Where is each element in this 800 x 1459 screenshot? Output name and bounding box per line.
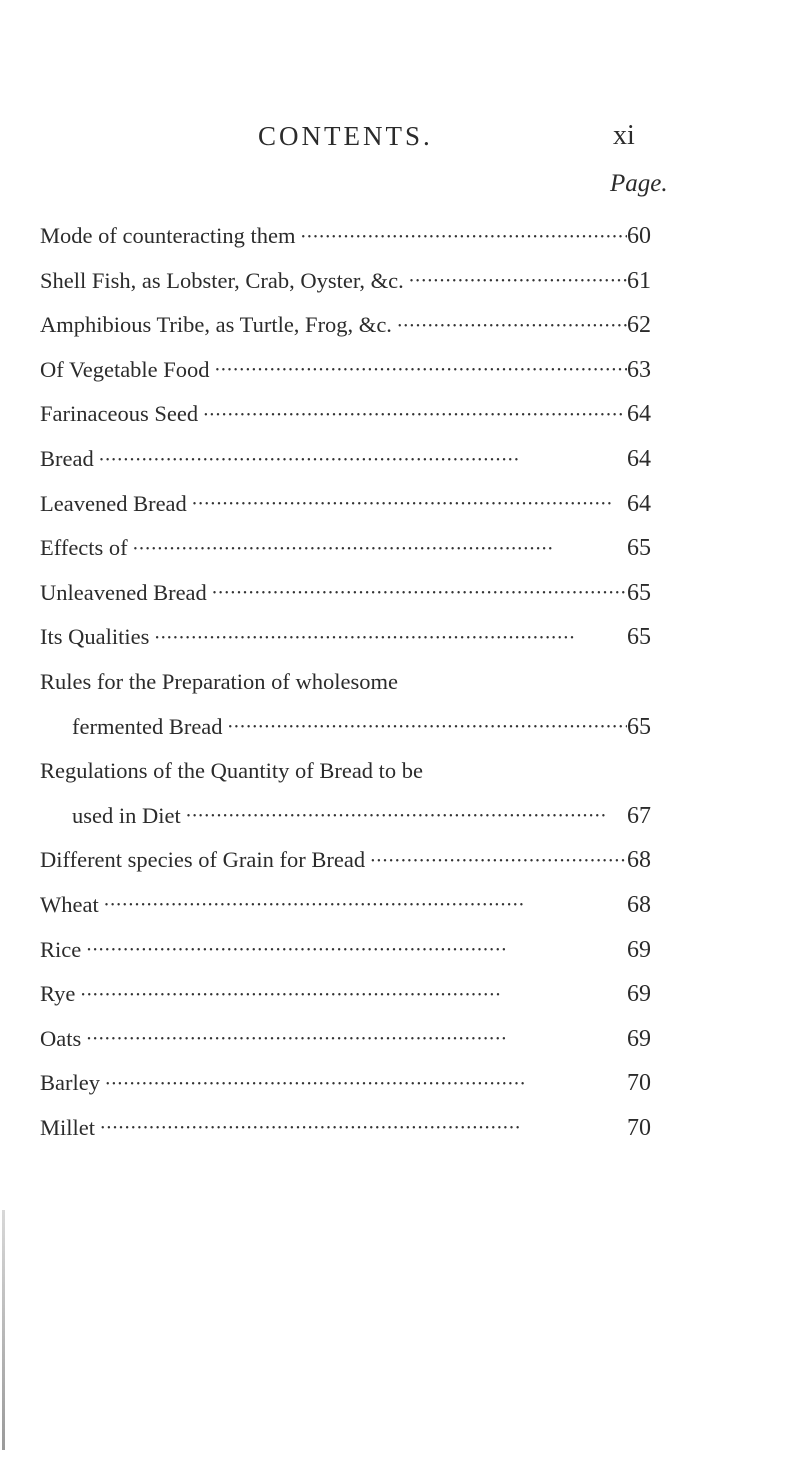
- toc-entry-page: 65: [627, 624, 651, 651]
- toc-entry-page: 60: [627, 223, 651, 249]
- dot-leader: [94, 437, 627, 483]
- toc-entry: [40, 972, 665, 1017]
- dot-leader: [75, 972, 627, 1018]
- dot-leader: [128, 526, 627, 572]
- toc-entry-title: Unleavened Bread: [40, 579, 207, 605]
- toc-entry: [40, 705, 665, 750]
- dot-leader: [149, 615, 627, 661]
- dot-leader: [81, 1017, 627, 1063]
- toc-entry-line: [40, 348, 665, 394]
- toc-entry: [40, 660, 665, 705]
- toc-entry-title: fermented Bread: [72, 713, 223, 739]
- dot-leader: [181, 794, 627, 840]
- toc-entry-title: Regulations of the Quantity of Bread to be: [40, 758, 424, 784]
- toc-entry-page: 69: [627, 936, 651, 963]
- toc-entry-page: 64: [627, 401, 651, 428]
- page-column-label: Page.: [610, 170, 668, 197]
- toc-entry-page: 69: [627, 1025, 651, 1052]
- toc-entry-page: 61: [627, 267, 651, 294]
- toc-entry-title: Amphibious Tribe, as Turtle, Frog, &c.: [40, 312, 392, 338]
- toc-entry: [40, 392, 665, 437]
- toc-entry-line: [40, 571, 665, 617]
- toc-entry-title: Rice: [40, 936, 82, 962]
- toc-entry-line: [40, 214, 665, 260]
- toc-entry: [40, 571, 665, 616]
- dot-leader: [404, 259, 627, 305]
- toc-entry: [40, 526, 665, 571]
- toc-entry-page: 65: [627, 713, 651, 740]
- toc-entry-line: [40, 972, 665, 1018]
- dot-leader: [99, 883, 627, 929]
- toc-entry-title: Of Vegetable Food: [40, 356, 210, 382]
- dot-leader: [81, 928, 627, 974]
- running-head: [0, 118, 800, 158]
- toc-entry: [40, 259, 665, 304]
- toc-entry-title: Millet: [40, 1114, 95, 1140]
- page-number: xi: [613, 120, 635, 151]
- toc-entry-line: [40, 526, 665, 572]
- toc-entry-page: 64: [627, 490, 651, 517]
- toc-entry: [40, 1061, 665, 1106]
- toc-entry-line: [40, 259, 665, 305]
- toc-entry-line: [40, 392, 665, 438]
- dot-leader: [100, 1061, 627, 1107]
- toc-entry-page: 70: [627, 1114, 651, 1141]
- toc-entry-page: 68: [627, 891, 651, 918]
- dot-leader: [95, 1106, 627, 1152]
- running-title: CONTENTS.: [258, 121, 433, 151]
- dot-leader: [223, 705, 627, 751]
- toc-entry: [40, 214, 665, 259]
- toc-entry-title: Bread: [40, 445, 94, 471]
- toc-entry-page: 68: [627, 847, 651, 874]
- dot-leader: [365, 838, 627, 884]
- toc-entry: [40, 348, 665, 393]
- page-edge-shadow: [2, 1210, 5, 1450]
- toc-entry-line: [40, 437, 665, 483]
- dot-leader: [210, 348, 627, 394]
- toc-entry: [40, 794, 665, 839]
- dot-leader: [198, 392, 627, 438]
- toc-entry-title: Different species of Grain for Bread: [40, 847, 366, 873]
- toc-entry-line: [40, 928, 665, 974]
- toc-entry-line: [40, 838, 665, 884]
- toc-entry: [40, 482, 665, 527]
- toc-entry-title: Oats: [40, 1025, 82, 1051]
- toc-entry: [40, 437, 665, 482]
- toc-entry-line: [40, 883, 665, 929]
- toc-entry: [40, 615, 665, 660]
- toc-entry-title: Farinaceous Seed: [40, 401, 199, 427]
- toc-entry-title: Its Qualities: [40, 624, 150, 650]
- toc-entry: [40, 928, 665, 973]
- toc-entry-line: [72, 794, 665, 840]
- dot-leader: [207, 571, 627, 617]
- toc-entry: [40, 1106, 665, 1151]
- toc-entry-title: Shell Fish, as Lobster, Crab, Oyster, &c.: [40, 267, 404, 293]
- toc-entry-page: 63: [627, 356, 651, 383]
- table-of-contents: [40, 214, 665, 1150]
- toc-entry-title: used in Diet: [72, 802, 181, 828]
- toc-entry-line: [72, 705, 665, 751]
- toc-entry-page: 70: [627, 1070, 651, 1097]
- dot-leader: [392, 303, 627, 349]
- toc-entry-line: [40, 1106, 665, 1152]
- toc-entry-line: [40, 482, 665, 528]
- toc-entry-page: 65: [627, 579, 651, 606]
- dot-leader: [296, 214, 627, 260]
- toc-entry-page: 64: [627, 445, 651, 472]
- toc-entry: [40, 838, 665, 883]
- toc-entry-page: 62: [627, 312, 651, 339]
- toc-entry: [40, 303, 665, 348]
- toc-entry-title: Mode of counteracting them: [40, 223, 296, 248]
- toc-entry: [40, 883, 665, 928]
- toc-entry-page: 65: [627, 535, 651, 562]
- toc-entry-title: Leavened Bread: [40, 490, 187, 516]
- toc-entry-page: 69: [627, 981, 651, 1008]
- toc-entry-title: Effects of: [40, 535, 128, 561]
- toc-entry: [40, 1017, 665, 1062]
- toc-entry-title: Wheat: [40, 891, 99, 917]
- toc-entry: [40, 749, 665, 794]
- toc-entry-page: 67: [627, 802, 651, 829]
- toc-entry-line: [40, 615, 665, 661]
- toc-entry-title: Rye: [40, 981, 76, 1007]
- toc-entry-line: [40, 1061, 665, 1107]
- toc-entry-title: Barley: [40, 1070, 100, 1096]
- dot-leader: [187, 482, 627, 528]
- toc-entry-title: Rules for the Preparation of wholesome: [40, 668, 399, 694]
- toc-entry-line: [40, 1017, 665, 1063]
- toc-entry-line: [40, 303, 665, 349]
